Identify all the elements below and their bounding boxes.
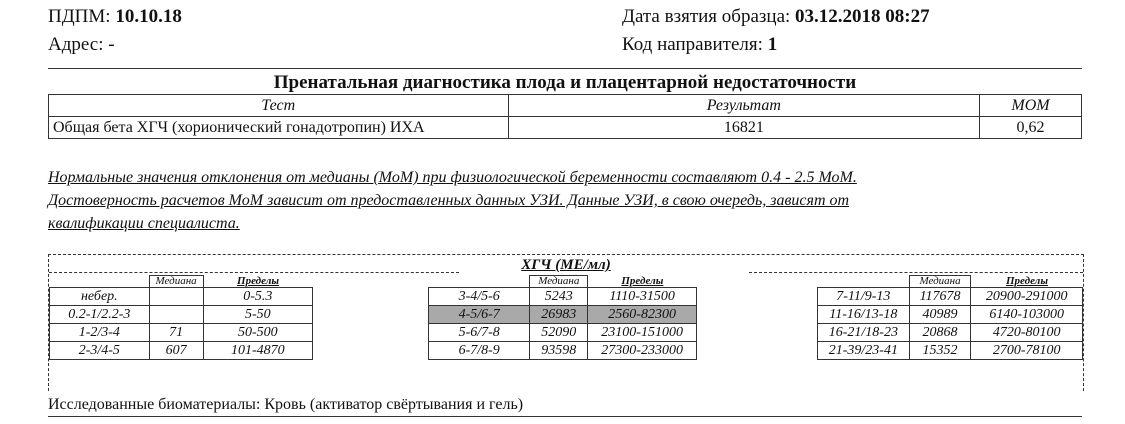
period-cell: 5-6/7-8 — [429, 324, 530, 342]
limits-cell: 5-50 — [203, 306, 312, 324]
limits-cell: 6140-103000 — [971, 306, 1083, 324]
reference-table-left — [49, 275, 313, 360]
sample-date-label: Дата взятия образца: — [622, 6, 791, 27]
pdpm-value: 10.10.18 — [115, 6, 182, 27]
test-name: Общая бета ХГЧ (хорионический гонадотропин) ИХА — [49, 117, 509, 139]
table-row — [429, 288, 697, 306]
column-header-result: Результат — [508, 95, 980, 117]
table-row — [49, 117, 1082, 139]
reference-box — [48, 254, 1084, 391]
period-cell: 1-2/3-4 — [50, 324, 150, 342]
median-cell — [149, 306, 203, 324]
limits-header: Пределы — [621, 274, 664, 287]
limits-header: Пределы — [237, 274, 280, 287]
reference-table-right — [817, 275, 1083, 360]
median-cell: 93598 — [530, 342, 588, 360]
limits-cell: 0-5.3 — [203, 288, 312, 306]
limits-cell: 1110-31500 — [588, 288, 697, 306]
period-cell: 2-3/4-5 — [50, 342, 150, 360]
reference-header-row — [818, 276, 1083, 288]
period-cell: 4-5/6-7 — [429, 306, 530, 324]
table-row — [429, 342, 697, 360]
results-header-row — [49, 95, 1082, 117]
median-cell: 20868 — [909, 324, 971, 342]
median-cell: 607 — [149, 342, 203, 360]
limits-cell: 101-4870 — [203, 342, 312, 360]
table-row — [50, 288, 313, 306]
median-cell: 5243 — [530, 288, 588, 306]
limits-cell: 2560-82300 — [588, 306, 697, 324]
table-row — [50, 324, 313, 342]
note-line-3: квалификации специалиста. — [48, 215, 240, 232]
median-cell: 26983 — [530, 306, 588, 324]
reference-dash-right — [749, 272, 1083, 273]
test-mom: 0,62 — [980, 117, 1082, 139]
note-line-1: Нормальные значения отклонения от медианы (МоМ) при физиологической беременности составляют 0.4 - 2.5 МоМ. — [48, 169, 857, 186]
limits-cell: 4720-80100 — [971, 324, 1083, 342]
reference-title: ХГЧ (МЕ/мл) — [521, 257, 611, 273]
limits-header: Пределы — [1005, 274, 1048, 287]
median-cell: 71 — [149, 324, 203, 342]
period-cell: 6-7/8-9 — [429, 342, 530, 360]
period-cell: 21-39/23-41 — [818, 342, 910, 360]
address-line — [48, 34, 115, 56]
median-header: Медиана — [149, 276, 203, 288]
reference-header-row — [429, 276, 697, 288]
address-value: - — [108, 34, 115, 55]
limits-cell: 20900-291000 — [971, 288, 1083, 306]
results-table — [48, 94, 1082, 139]
column-header-test: Тест — [49, 95, 509, 117]
median-cell — [149, 288, 203, 306]
limits-cell: 50-500 — [203, 324, 312, 342]
table-row — [50, 342, 313, 360]
median-cell: 40989 — [909, 306, 971, 324]
sample-date-line — [622, 6, 930, 28]
median-cell: 15352 — [909, 342, 971, 360]
limits-cell: 2700-78100 — [971, 342, 1083, 360]
referrer-code-value: 1 — [767, 34, 778, 55]
pdpm-line — [48, 6, 182, 28]
table-row — [818, 306, 1083, 324]
test-result: 16821 — [508, 117, 980, 139]
biomaterials-line: Исследованные биоматериалы: Кровь (активатор свёртывания и гель) — [48, 396, 524, 413]
address-label: Адрес: — [48, 34, 104, 55]
period-cell: 11-16/13-18 — [818, 306, 910, 324]
period-cell: 0.2-1/2.2-3 — [50, 306, 150, 324]
median-cell: 117678 — [909, 288, 971, 306]
pdpm-label: ПДПМ: — [48, 6, 111, 27]
period-cell: небер. — [50, 288, 150, 306]
table-row — [50, 306, 313, 324]
table-row-highlighted — [429, 306, 697, 324]
median-cell: 52090 — [530, 324, 588, 342]
table-row — [818, 342, 1083, 360]
divider-bottom — [48, 416, 1082, 417]
table-row — [818, 324, 1083, 342]
referrer-code-line — [622, 34, 777, 56]
column-header-mom: МОМ — [980, 95, 1082, 117]
period-cell: 7-11/9-13 — [818, 288, 910, 306]
median-header: Медиана — [909, 276, 971, 288]
divider-top — [48, 68, 1082, 69]
reference-table-middle — [428, 275, 697, 360]
period-cell: 3-4/5-6 — [429, 288, 530, 306]
section-title: Пренатальная диагностика плода и плацентарной недостаточности — [273, 72, 857, 93]
reference-dash-left — [49, 272, 459, 273]
limits-cell: 27300-233000 — [588, 342, 697, 360]
median-header: Медиана — [530, 276, 588, 288]
limits-cell: 23100-151000 — [588, 324, 697, 342]
reference-header-row — [50, 276, 313, 288]
period-cell: 16-21/18-23 — [818, 324, 910, 342]
note-line-2: Достоверность расчетов МоМ зависит от предоставленных данных УЗИ. Данные УЗИ, в свою очередь, зависят от — [48, 192, 850, 209]
table-row — [818, 288, 1083, 306]
referrer-code-label: Код направителя: — [622, 34, 763, 55]
sample-date-value: 03.12.2018 08:27 — [795, 6, 930, 27]
table-row — [429, 324, 697, 342]
